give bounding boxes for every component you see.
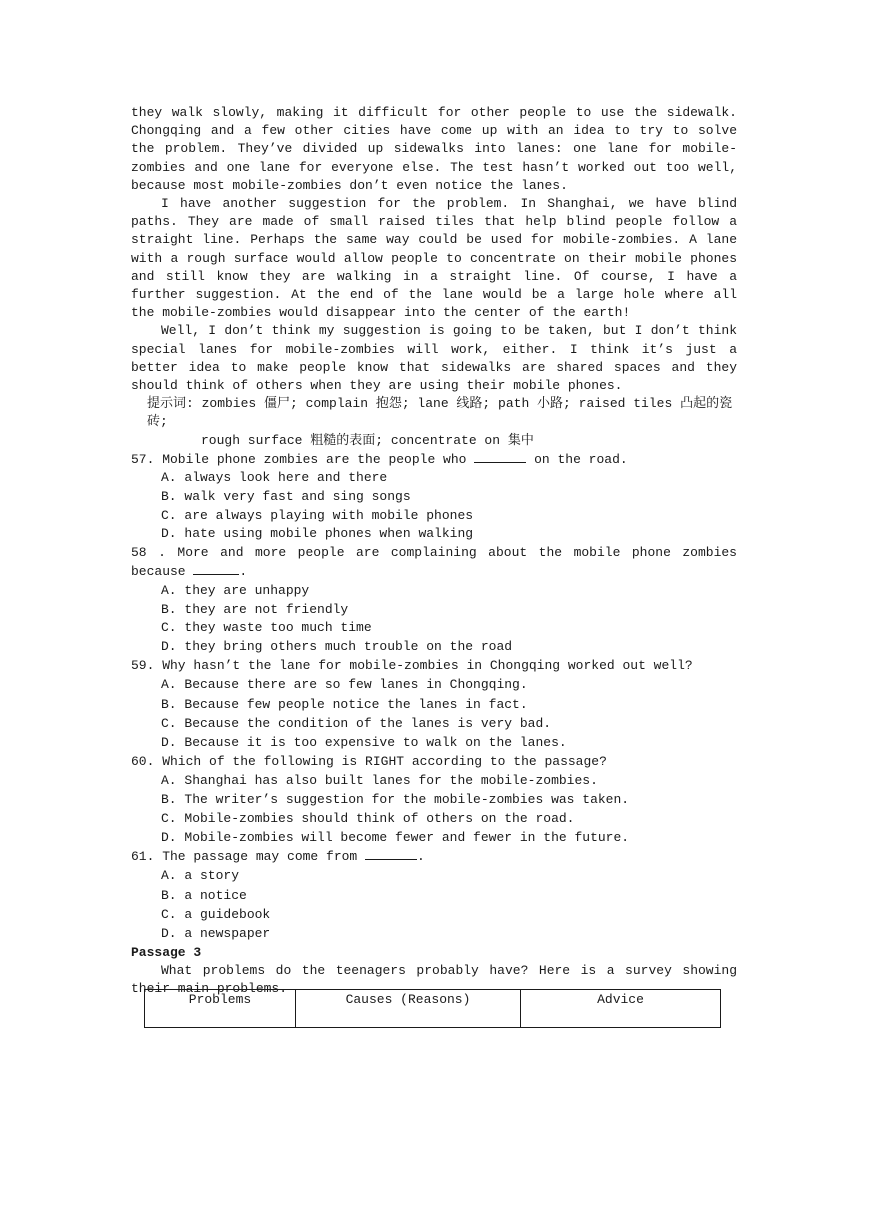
answer-blank <box>365 847 417 860</box>
question-61 <box>131 847 737 942</box>
table-header-row <box>145 990 721 1028</box>
question-stem: 59. Why hasn’t the lane for mobile-zombies in Chongqing worked out well? <box>131 658 693 674</box>
answer-option: D. Mobile-zombies will become fewer and fewer in the future. <box>161 830 630 846</box>
table-header-causes: Causes (Reasons) <box>296 990 521 1028</box>
answer-option: C. a guidebook <box>161 906 271 922</box>
question-stem: 60. Which of the following is RIGHT according to the passage? <box>131 753 607 769</box>
hint-line: rough surface 粗糙的表面; concentrate on 集中 <box>201 432 534 448</box>
survey-table <box>144 989 721 1028</box>
passage-title: Passage 3 <box>131 944 202 960</box>
answer-option: C. they waste too much time <box>161 620 372 636</box>
answer-option: D. Because it is too expensive to walk on the lanes. <box>161 734 567 750</box>
answer-option: A. Shanghai has also built lanes for the mobile-zombies. <box>161 772 598 788</box>
answer-blank <box>474 450 526 463</box>
answer-option: C. Mobile-zombies should think of others on the road. <box>161 811 575 827</box>
answer-option: B. a notice <box>161 887 247 903</box>
answer-option: C. Because the condition of the lanes is very bad. <box>161 715 552 731</box>
answer-option: A. always look here and there <box>161 470 388 486</box>
question-57 <box>131 450 737 544</box>
answer-option: B. they are not friendly <box>161 601 349 617</box>
answer-option: A. they are unhappy <box>161 583 310 599</box>
answer-option: A. a story <box>161 868 240 884</box>
table-header-advice: Advice <box>521 990 721 1028</box>
table-header-problems: Problems <box>145 990 296 1028</box>
answer-option: C. are always playing with mobile phones <box>161 507 474 523</box>
question-59 <box>131 656 737 751</box>
answer-option: D. hate using mobile phones when walking <box>161 526 474 542</box>
passage-paragraph: Well, I don’t think my suggestion is going to be taken, but I don’t think special lanes for mobile-zombies will work, either. I think it’s just a better idea to make people know that sidewalks are shared spaces and they should think of others when they are using their mobile phones. <box>131 323 737 394</box>
passage-paragraph: they walk slowly, making it difficult for other people to use the sidewalk. Chongqing and a few other cities have come up with an idea to try to solve the problem. They’ve divided up sidewalks into lanes: one lane for mobile-zombies and one lane for everyone else. The test hasn’t worked out too well, because most mobile-zombies don’t even notice the lanes. <box>131 105 737 193</box>
question-58 <box>131 544 737 657</box>
passage-paragraph: I have another suggestion for the problem. In Shanghai, we have blind paths. They are made of small raised tiles that help blind people follow a straight line. Perhaps the same way could be used for mobile-zombies. A lane with a rough surface would allow people to concentrate on their mobile phones and still know they are walking in a straight line. Of course, I have a further suggestion. At the end of the lane would be a large hole where all the mobile-zombies would disappear into the center of the earth! <box>131 196 737 321</box>
hint-line: 提示词: zombies 僵尸; complain 抱怨; lane 线路; path 小路; raised tiles 凸起的瓷砖; <box>147 396 733 430</box>
vocabulary-hint <box>131 395 737 450</box>
answer-blank <box>193 562 239 575</box>
question-stem: 58 . More and more people are complaining about the mobile phone zombies because . <box>131 544 737 580</box>
answer-option: A. Because there are so few lanes in Chongqing. <box>161 677 528 693</box>
document-page <box>131 104 737 998</box>
question-60 <box>131 752 737 847</box>
passage-intro: What problems do the teenagers probably have? Here is a survey showing their main problems. <box>131 962 737 996</box>
question-stem: 61. The passage may come from . <box>131 849 425 865</box>
answer-option: B. Because few people notice the lanes in fact. <box>161 696 528 712</box>
answer-option: D. a newspaper <box>161 925 271 941</box>
answer-option: B. walk very fast and sing songs <box>161 489 411 505</box>
answer-option: B. The writer’s suggestion for the mobile-zombies was taken. <box>161 792 630 808</box>
answer-option: D. they bring others much trouble on the road <box>161 638 513 654</box>
question-stem: 57. Mobile phone zombies are the people who on the road. <box>131 451 628 467</box>
